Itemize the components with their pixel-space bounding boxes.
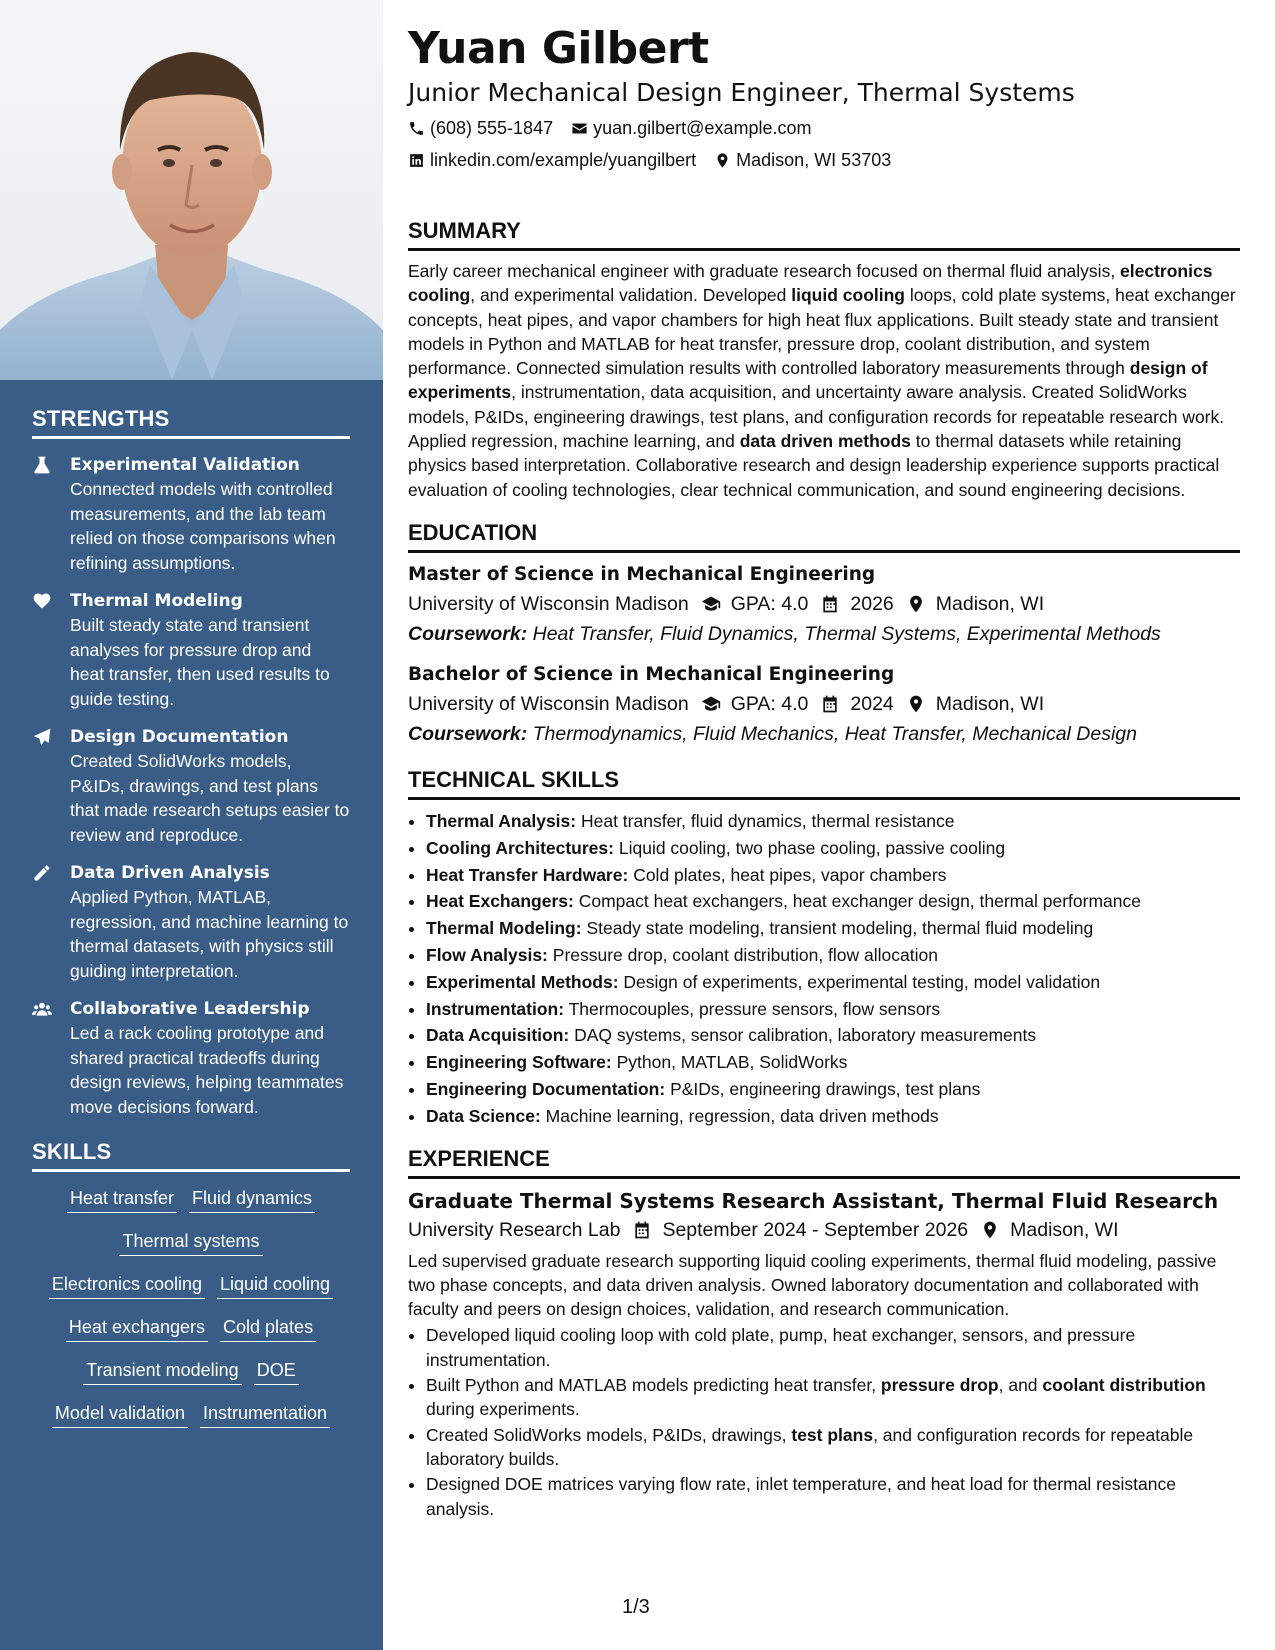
job-details xyxy=(408,1215,1240,1245)
skill-chip: Cold plates xyxy=(220,1315,316,1342)
grad-year: 2026 xyxy=(850,592,894,615)
strength-title: Experimental Validation xyxy=(70,455,300,475)
location-pin-icon xyxy=(906,594,926,614)
list-item xyxy=(426,1423,1240,1472)
summary-part: Early career mechanical engineer with graduate research focused on thermal fluid analysis, xyxy=(408,261,1121,281)
bullet-text: Developed liquid cooling loop with cold plate, pump, heat exchanger, sensors, and pressure instrumentation. xyxy=(426,1325,1136,1370)
skill-chip: Liquid cooling xyxy=(217,1272,333,1299)
profile-photo xyxy=(0,0,383,380)
skill-label: Heat Exchangers: xyxy=(426,891,574,912)
education-details xyxy=(408,689,1240,719)
bullet-text: , and xyxy=(998,1375,1043,1396)
calendar-icon xyxy=(820,694,840,714)
summary-heading: SUMMARY xyxy=(408,218,1240,251)
skill-chip: Transient modeling xyxy=(83,1358,241,1385)
skill-value: Thermocouples, pressure sensors, flow sensors xyxy=(568,998,941,1019)
strength-item xyxy=(32,589,350,711)
strength-desc: Created SolidWorks models, P&IDs, drawings, and test plans that made research setups easier to review and reproduce. xyxy=(70,751,350,845)
users-icon xyxy=(32,999,52,1019)
list-item xyxy=(426,888,1240,915)
employer-name: University Research Lab xyxy=(408,1218,621,1241)
coursework xyxy=(408,719,1240,749)
skill-label: Heat Transfer Hardware: xyxy=(426,864,629,885)
list-item xyxy=(426,1049,1240,1076)
school-name: University of Wisconsin Madison xyxy=(408,592,689,615)
experience-heading: EXPERIENCE xyxy=(408,1146,1240,1179)
location-pin-icon xyxy=(906,694,926,714)
coursework-list: Heat Transfer, Fluid Dynamics, Thermal Systems, Experimental Methods xyxy=(532,622,1161,645)
job-bullets xyxy=(408,1323,1240,1520)
skill-value: Design of experiments, experimental testing, model validation xyxy=(623,971,1101,992)
strength-item xyxy=(32,725,350,847)
skill-chip: Heat exchangers xyxy=(66,1315,208,1342)
profile-portrait-image xyxy=(0,0,383,380)
skill-label: Thermal Analysis: xyxy=(426,810,577,831)
summary-bold: electronics cooling xyxy=(408,261,1213,306)
skill-chip: Thermal systems xyxy=(119,1229,262,1256)
school-location: Madison, WI xyxy=(935,692,1045,715)
skill-chip: Heat transfer xyxy=(67,1186,177,1213)
education-details xyxy=(408,589,1240,619)
skill-chip: Instrumentation xyxy=(200,1401,330,1428)
skills-chips xyxy=(32,1186,350,1428)
skill-value: P&IDs, engineering drawings, test plans xyxy=(670,1078,981,1099)
coursework-label: Coursework: xyxy=(408,722,528,745)
strength-title: Design Documentation xyxy=(70,727,289,747)
gpa-text: GPA: 4.0 xyxy=(730,592,809,615)
list-item xyxy=(426,1373,1240,1422)
skill-value: Liquid cooling, two phase cooling, passive cooling xyxy=(618,837,1006,858)
sidebar xyxy=(0,0,383,1650)
location-pin-icon xyxy=(714,152,731,169)
list-item xyxy=(426,1022,1240,1049)
coursework xyxy=(408,619,1240,649)
list-item xyxy=(426,942,1240,969)
strength-item xyxy=(32,861,350,983)
calendar-icon xyxy=(632,1220,652,1240)
strength-desc: Led a rack cooling prototype and shared practical tradeoffs during design reviews, helping teammates move decisions forward. xyxy=(70,1023,344,1117)
sidebar-content xyxy=(32,406,350,1444)
job-description: Led supervised graduate research supporting liquid cooling experiments, thermal fluid modeling, passive two phase concepts, and data driven analysis. Owned laboratory documentation and collaborated with faculty and peers on design choices, validation, and research communication. xyxy=(408,1250,1217,1320)
bullet-text: Designed DOE matrices varying flow rate, inlet temperature, and heat load for thermal resistance analysis. xyxy=(426,1474,1176,1519)
gpa-text: GPA: 4.0 xyxy=(730,692,809,715)
candidate-role: Junior Mechanical Design Engineer, Thermal Systems xyxy=(408,78,1075,107)
graduation-cap-icon xyxy=(701,594,721,614)
bullet-text: , and configuration records for repeatable laboratory builds. xyxy=(426,1424,1194,1469)
school-location: Madison, WI xyxy=(935,592,1045,615)
job-title: Graduate Thermal Systems Research Assistant, Thermal Fluid Research xyxy=(408,1188,1219,1213)
skill-label: Thermal Modeling: xyxy=(426,918,582,939)
degree-title: Master of Science in Mechanical Engineering xyxy=(408,563,876,585)
coursework-label: Coursework: xyxy=(408,622,528,645)
skill-value: Machine learning, regression, data driven methods xyxy=(545,1105,939,1126)
skill-label: Data Science: xyxy=(426,1105,541,1126)
strength-title: Data Driven Analysis xyxy=(70,863,270,883)
skill-value: Compact heat exchangers, heat exchanger design, thermal performance xyxy=(578,891,1141,912)
strength-desc: Built steady state and transient analyses for pressure drop and heat transfer, then used results to guide testing. xyxy=(70,615,330,709)
contact-row-2 xyxy=(408,144,1240,176)
skill-label: Instrumentation: xyxy=(426,998,565,1019)
skill-label: Engineering Documentation: xyxy=(426,1078,666,1099)
strength-desc: Applied Python, MATLAB, regression, and machine learning to thermal datasets, with physics still guiding interpretation. xyxy=(70,887,349,981)
job-dates: September 2024 - September 2026 xyxy=(662,1218,969,1241)
skill-value: DAQ systems, sensor calibration, laboratory measurements xyxy=(574,1025,1037,1046)
education-heading: EDUCATION xyxy=(408,520,1240,553)
strength-item xyxy=(32,453,350,575)
list-item xyxy=(426,808,1240,835)
contact-row-1 xyxy=(408,112,1240,144)
phone-icon xyxy=(408,120,425,137)
strength-desc: Connected models with controlled measurements, and the lab team relied on those comparisons when refining assumptions. xyxy=(70,479,336,573)
skill-label: Data Acquisition: xyxy=(426,1025,570,1046)
education-entry xyxy=(408,561,1240,649)
linkedin-icon xyxy=(408,152,425,169)
list-item xyxy=(426,996,1240,1023)
skill-value: Python, MATLAB, SolidWorks xyxy=(616,1052,848,1073)
strengths-heading: STRENGTHS xyxy=(32,406,350,439)
skill-value: Heat transfer, fluid dynamics, thermal resistance xyxy=(580,810,955,831)
list-item xyxy=(426,1076,1240,1103)
bullet-text: during experiments. xyxy=(426,1399,580,1420)
pencil-icon xyxy=(32,863,52,883)
bullet-bold: pressure drop xyxy=(880,1375,999,1396)
bullet-bold: coolant distribution xyxy=(1042,1375,1206,1396)
calendar-icon xyxy=(820,594,840,614)
graduation-cap-icon xyxy=(701,694,721,714)
summary-bold: liquid cooling xyxy=(791,285,905,306)
skill-chip: Model validation xyxy=(52,1401,188,1428)
skill-label: Experimental Methods: xyxy=(426,971,619,992)
bullet-text: Built Python and MATLAB models predicting heat transfer, xyxy=(426,1375,881,1396)
skill-chip: DOE xyxy=(254,1358,299,1385)
skill-label: Engineering Software: xyxy=(426,1052,612,1073)
bullet-bold: test plans xyxy=(791,1424,874,1445)
list-item xyxy=(426,915,1240,942)
grad-year: 2024 xyxy=(850,692,894,715)
strength-item xyxy=(32,997,350,1119)
skill-value: Pressure drop, coolant distribution, flow allocation xyxy=(552,944,938,965)
list-item xyxy=(426,969,1240,996)
main-column xyxy=(408,22,1240,1522)
page-number: 1/3 xyxy=(622,1596,650,1618)
location-pin-icon xyxy=(980,1220,1000,1240)
skills-heading: SKILLS xyxy=(32,1139,350,1172)
summary-part: , instrumentation, data acquisition, and uncertainty aware analysis. Created SolidWorks models, P&IDs, engineering drawings, test plans, and configuration records for repeatable research work. Applied regression, machine learning, and xyxy=(408,382,1225,452)
skill-label: Flow Analysis: xyxy=(426,944,548,965)
email-link[interactable]: yuan.gilbert@example.com xyxy=(593,118,812,138)
degree-title: Bachelor of Science in Mechanical Engineering xyxy=(408,663,895,685)
phone-text: (608) 555-1847 xyxy=(430,118,554,138)
education-entry xyxy=(408,661,1240,749)
list-item xyxy=(426,1103,1240,1130)
skill-label: Cooling Architectures: xyxy=(426,837,614,858)
linkedin-link[interactable]: linkedin.com/example/yuangilbert xyxy=(430,150,697,170)
school-name: University of Wisconsin Madison xyxy=(408,692,689,715)
skill-chip: Fluid dynamics xyxy=(189,1186,315,1213)
job-location: Madison, WI xyxy=(1010,1218,1119,1241)
location-text: Madison, WI 53703 xyxy=(736,150,892,170)
summary-part: , and experimental validation. Developed xyxy=(470,285,792,306)
summary-bold: design of experiments xyxy=(408,358,1208,403)
summary-part: loops, cold plate systems, heat exchanger concepts, heat pipes, and vapor chambers for high heat flux applications. Built steady state and transient models in Python and MATLAB for heat transfer, pressure drop, coolant distribution, and system performance. Connected simulation results with controlled laboratory measurements through xyxy=(408,285,1236,379)
skill-chip: Electronics cooling xyxy=(49,1272,205,1299)
skill-value: Cold plates, heat pipes, vapor chambers xyxy=(633,864,947,885)
strength-title: Collaborative Leadership xyxy=(70,999,310,1019)
heart-icon xyxy=(32,591,52,611)
summary-bold: data driven methods xyxy=(739,431,911,452)
list-item xyxy=(426,1472,1240,1521)
summary-part: to thermal datasets while retaining physics based interpretation. Collaborative research and design leadership experience supports practical evaluation of cooling technologies, clear technical communication, and sound engineering decisions. xyxy=(408,431,1220,500)
flask-icon xyxy=(32,455,52,475)
coursework-list: Thermodynamics, Fluid Mechanics, Heat Transfer, Mechanical Design xyxy=(532,722,1138,745)
summary-text xyxy=(408,259,1240,502)
skill-value: Steady state modeling, transient modeling, thermal fluid modeling xyxy=(586,918,1094,939)
list-item xyxy=(426,835,1240,862)
envelope-icon xyxy=(571,120,588,137)
paper-plane-icon xyxy=(32,727,52,747)
candidate-name: Yuan Gilbert xyxy=(408,23,709,74)
bullet-text: Created SolidWorks models, P&IDs, drawings, xyxy=(426,1424,792,1445)
strength-title: Thermal Modeling xyxy=(70,591,243,611)
list-item xyxy=(426,862,1240,889)
technical-skills-list xyxy=(408,808,1240,1130)
list-item xyxy=(426,1323,1240,1372)
technical-skills-heading: TECHNICAL SKILLS xyxy=(408,767,1240,800)
